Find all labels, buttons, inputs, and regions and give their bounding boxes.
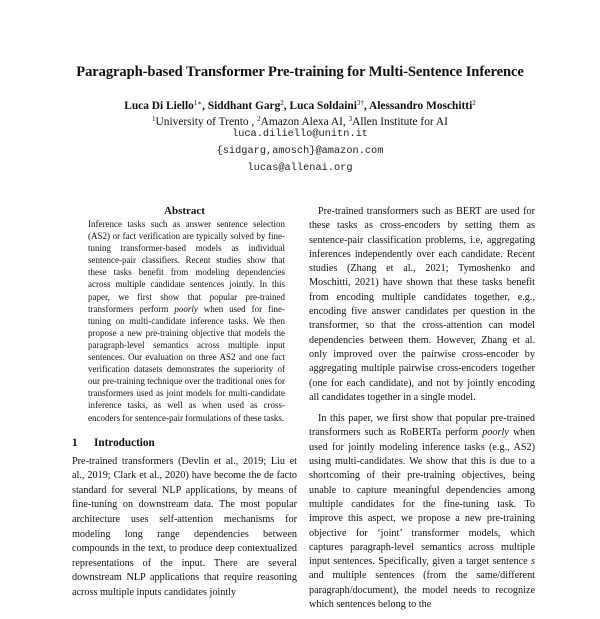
introduction-text: Pre-trained transformers (Devlin et al., 2019; Liu et al., 2019; Clark et al., 2020) have become the de facto standard for several NLP applications, by means of fine-tuning on downstream data. The most popular architecture uses self-attention mechanisms for modeling long range dependencies between compounds in the text, to produce deep contextualized representations of the input. There are several downstream NLP applications that require reasoning across multiple inputs candidates jointly <box>72 455 297 598</box>
paragraph-part: In this paper, we first show that popular pre-trained transformers such as RoBERTa perform <box>309 413 535 439</box>
abstract-text-part: Inference tasks such as answer sentence selection (AS2) or fact verification are typically solved by fine-tuning transformer-based models as individual sentence-pair classifiers. Recent studies show that these tasks benefit from modeling dependencies across multiple candidate sentences jointly. In this paper, we first show that popular pre-trained transformers perform <box>88 219 285 314</box>
author-name: Alessandro Moschitti <box>369 100 473 112</box>
author-mark: 2 <box>280 99 284 107</box>
paragraph-part: and multiple sentences (from the same/different paragraph/document), the model needs to recognize which sentences belong to the <box>309 570 535 611</box>
affiliation: Allen Institute for AI <box>352 116 448 128</box>
section-heading <box>72 437 297 449</box>
author-mark: 1∗ <box>193 99 203 107</box>
math-variable: s <box>531 556 535 568</box>
author-block <box>0 97 600 129</box>
paper-title: Paragraph-based Transformer Pre-training for Multi-Sentence Inference <box>76 64 524 80</box>
paragraph-emphasis: poorly <box>482 427 509 439</box>
paragraph-part: when used for jointly modeling inference tasks (e.g., AS2) using multi-candidates. We show that this is due to a shortcoming of their pre-training objectives, being unable to capture meaningful dependencies among multiple candidates for the fine-tuning task. To improve this aspect, we propose a new pre-training objective for ‘joint’ transformer models, which captures paragraph-level semantics across multiple input sentences. Specifically, given a target sentence <box>309 427 536 568</box>
email: lucas@allenai.org <box>247 162 353 174</box>
email: {sidgarg,amosch}@amazon.com <box>216 145 384 157</box>
affiliation-mark: 1 <box>152 115 156 123</box>
affiliation: Amazon Alexa AI, <box>260 116 346 128</box>
paragraph <box>309 412 535 612</box>
abstract-heading: Abstract <box>164 205 205 217</box>
affiliation-mark: 2 <box>257 115 261 123</box>
left-column <box>72 205 297 601</box>
email-block <box>0 126 600 177</box>
section-title: Introduction <box>94 436 155 449</box>
paragraph: Pre-trained transformers such as BERT are used for these tasks as cross-encoders by setting them as sentence-pair classification problems, i.e, aggregating inferences independently over each candidate. Recent studies (Zhang et al., 2021; Tymoshenko and Moschitti, 2021) have shown that these tasks benefit from encoding multiple candidates together, e.g., encoding five answer candidates per question in the transformer, so that the cross-attention can model dependencies between them. However, Zhang et al. only improved over the pairwise cross-encoder by aggregating multiple pairwise cross-encoders together (one for each candidate), and not by jointly encoding all candidates together in a single model. <box>309 206 535 403</box>
affiliation: University of Trento , <box>155 116 255 128</box>
author-name: Siddhant Garg <box>207 100 281 112</box>
abstract-emphasis: poorly <box>174 303 198 314</box>
abstract-text <box>72 218 297 424</box>
author-names: Luca Di Liello$^{1∗}$, Siddhant Garg$^2$, Luca Soldaini$^{3\dagger}$, Alessandro Moschitti$^2$ <box>124 99 476 112</box>
author-mark: 2 <box>472 99 476 107</box>
author-name: Luca Di Liello <box>124 100 194 112</box>
right-column <box>309 205 535 619</box>
abstract-text-part: when used for fine-tuning on multi-candidate inference tasks. We then propose a new pre-training objective that models the paragraph-level semantics across multiple input sentences. Our evaluation on three AS2 and one fact verification datasets demonstrates the superiority of our pre-training technique over the traditional ones for transformers used as joint models for multi-candidate inference tasks, as well as when used as cross-encoders for sentence-pair formulations of these tasks. <box>88 303 285 423</box>
email: luca.diliello@unitn.it <box>232 128 368 140</box>
author-mark: 3† <box>356 99 364 107</box>
author-name: Luca Soldaini <box>289 100 357 112</box>
affiliation-mark: 3 <box>348 115 353 123</box>
section-number: 1 <box>72 436 78 449</box>
